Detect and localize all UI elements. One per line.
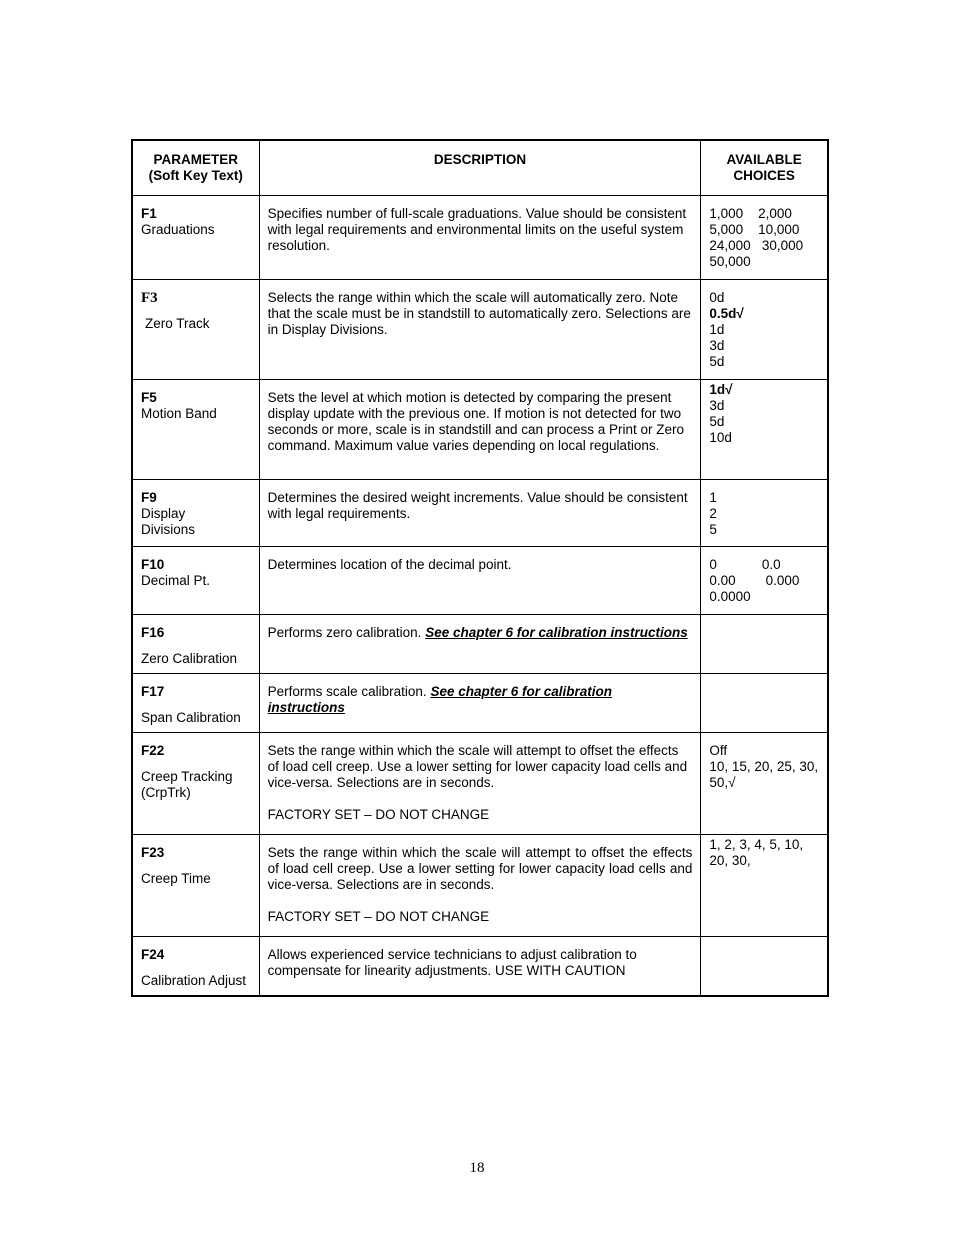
param-code: F1 — [141, 205, 157, 221]
choices-cell — [701, 732, 828, 834]
table-row — [132, 614, 828, 673]
factory-note: FACTORY SET – DO NOT CHANGE — [267, 908, 490, 924]
choices-cell — [701, 673, 828, 732]
description-cell — [259, 546, 701, 614]
description-text: Sets the level at which motion is detected by comparing the present display update with the previous one. If motion is not detected for two seconds or more, scale is in standstill and can process a Print or Zero command. Maximum value varies depending on local regulations. — [267, 389, 685, 453]
choices-cell — [701, 195, 828, 279]
description-text: Performs scale calibration. — [267, 683, 431, 699]
table-row — [132, 195, 828, 279]
choice-item: 24,000 30,000 — [709, 237, 804, 253]
header-row — [132, 140, 828, 195]
param-name: Span Calibration — [141, 709, 241, 725]
choice-item-default: 0.5d√ — [709, 305, 744, 321]
header-parameter-line2: (Soft Key Text) — [148, 168, 243, 183]
param-code: F10 — [141, 556, 165, 572]
param-name-line1: Creep Tracking — [141, 768, 233, 784]
param-cell — [132, 673, 259, 732]
header-description — [259, 140, 701, 195]
calibration-instructions-link[interactable]: See chapter 6 for calibration instructions — [267, 683, 612, 715]
param-cell — [132, 379, 259, 479]
description-text: Determines the desired weight increments. Value should be consistent with legal requirements. — [267, 489, 688, 521]
choices-cell — [701, 379, 828, 479]
choices-cell — [701, 546, 828, 614]
choices-cell — [701, 834, 828, 936]
param-cell — [132, 479, 259, 546]
description-text: Sets the range within which the scale will attempt to offset the effects of load cell creep. Use a lower setting for lower capacity load cells and vice-versa. Selections are in seconds. — [267, 742, 688, 790]
param-code: F5 — [141, 389, 157, 405]
param-name: Zero Calibration — [141, 650, 238, 666]
choices-cell — [701, 614, 828, 673]
table-row — [132, 673, 828, 732]
table-row — [132, 936, 828, 996]
choice-item: 10, 15, 20, 25, 30, — [709, 758, 819, 774]
param-cell — [132, 546, 259, 614]
param-cell — [132, 195, 259, 279]
choice-item: 1, 2, 3, 4, 5, 10, — [709, 836, 804, 852]
param-code: F3 — [141, 289, 158, 306]
choice-item: 5d — [709, 353, 725, 369]
param-code: F24 — [141, 946, 165, 962]
param-code: F23 — [141, 844, 165, 860]
header-choices-line1: AVAILABLE — [726, 152, 802, 167]
param-cell — [132, 936, 259, 996]
param-cell — [132, 834, 259, 936]
param-name: Graduations — [141, 221, 215, 237]
description-text: Performs zero calibration. — [267, 624, 426, 640]
choice-item-default: 1d√ — [709, 381, 733, 397]
param-code: F17 — [141, 683, 165, 699]
param-cell — [132, 732, 259, 834]
choices-cell — [701, 279, 828, 379]
table-row — [132, 479, 828, 546]
choice-item: 3d — [709, 397, 725, 413]
description-cell — [259, 614, 701, 673]
choice-item: 5 — [709, 521, 717, 537]
choice-item: 5d — [709, 413, 725, 429]
param-name-line1: Display — [141, 505, 186, 521]
calibration-instructions-link[interactable]: See chapter 6 for calibration instructions — [425, 624, 688, 640]
table-row — [132, 379, 828, 479]
description-text: Specifies number of full-scale graduations. Value should be consistent with legal requirements and environmental limits on the useful system resolution. — [267, 205, 687, 253]
header-parameter-line1: PARAMETER — [153, 152, 239, 167]
choice-item: 50,√ — [709, 774, 736, 790]
param-name: Zero Track — [145, 315, 210, 331]
description-text: Sets the range within which the scale will attempt to offset the effects of load cell creep. Use a lower setting for lower capacity load cells and vice-versa. Selections are in seconds. — [267, 844, 693, 892]
table-row — [132, 279, 828, 379]
choice-item: 0.0000 — [709, 588, 751, 604]
choice-item: 1,000 2,000 — [709, 205, 792, 221]
description-cell — [259, 673, 701, 732]
table-row — [132, 834, 828, 936]
param-name: Creep Time — [141, 870, 211, 886]
description-cell — [259, 279, 701, 379]
choice-item: 0.00 0.000 — [709, 572, 800, 588]
factory-note: FACTORY SET – DO NOT CHANGE — [267, 806, 490, 822]
param-name: Calibration Adjust — [141, 972, 247, 988]
description-cell — [259, 936, 701, 996]
choice-item: 1 — [709, 489, 717, 505]
description-cell — [259, 195, 701, 279]
choice-item: 20, 30, — [709, 852, 751, 868]
header-parameter — [132, 140, 259, 195]
page-number: 18 — [469, 1160, 485, 1176]
header-choices — [701, 140, 828, 195]
param-code: F22 — [141, 742, 165, 758]
param-code: F9 — [141, 489, 157, 505]
choice-item: 3d — [709, 337, 725, 353]
description-text: Determines location of the decimal point. — [267, 556, 512, 572]
choices-cell — [701, 479, 828, 546]
description-cell — [259, 834, 701, 936]
param-code: F16 — [141, 624, 165, 640]
table-row — [132, 546, 828, 614]
header-description-text: DESCRIPTION — [433, 152, 527, 167]
description-cell — [259, 479, 701, 546]
param-name-line2: Divisions — [141, 521, 196, 537]
choice-item: 2 — [709, 505, 717, 521]
choice-item: 0 0.0 — [709, 556, 781, 572]
choice-item: Off — [709, 742, 728, 758]
choice-item: 0d — [709, 289, 725, 305]
choice-item: 50,000 — [709, 253, 751, 269]
choice-item: 1d — [709, 321, 725, 337]
choice-item: 10d — [709, 429, 732, 445]
description-cell — [259, 732, 701, 834]
description-cell — [259, 379, 701, 479]
header-choices-line2: CHOICES — [733, 168, 795, 183]
param-cell — [132, 614, 259, 673]
parameter-table — [131, 139, 829, 997]
description-text: Allows experienced service technicians to adjust calibration to compensate for linearity adjustments. USE WITH CAUTION — [267, 946, 637, 978]
param-cell — [132, 279, 259, 379]
param-name-line2: (CrpTrk) — [141, 784, 191, 800]
description-text: Selects the range within which the scale will automatically zero. Note that the scale must be in standstill to automatically zero. Selections are in Display Divisions. — [267, 289, 691, 337]
choice-item: 5,000 10,000 — [709, 221, 800, 237]
param-name: Decimal Pt. — [141, 572, 211, 588]
param-name: Motion Band — [141, 405, 217, 421]
table-row — [132, 732, 828, 834]
choices-cell — [701, 936, 828, 996]
